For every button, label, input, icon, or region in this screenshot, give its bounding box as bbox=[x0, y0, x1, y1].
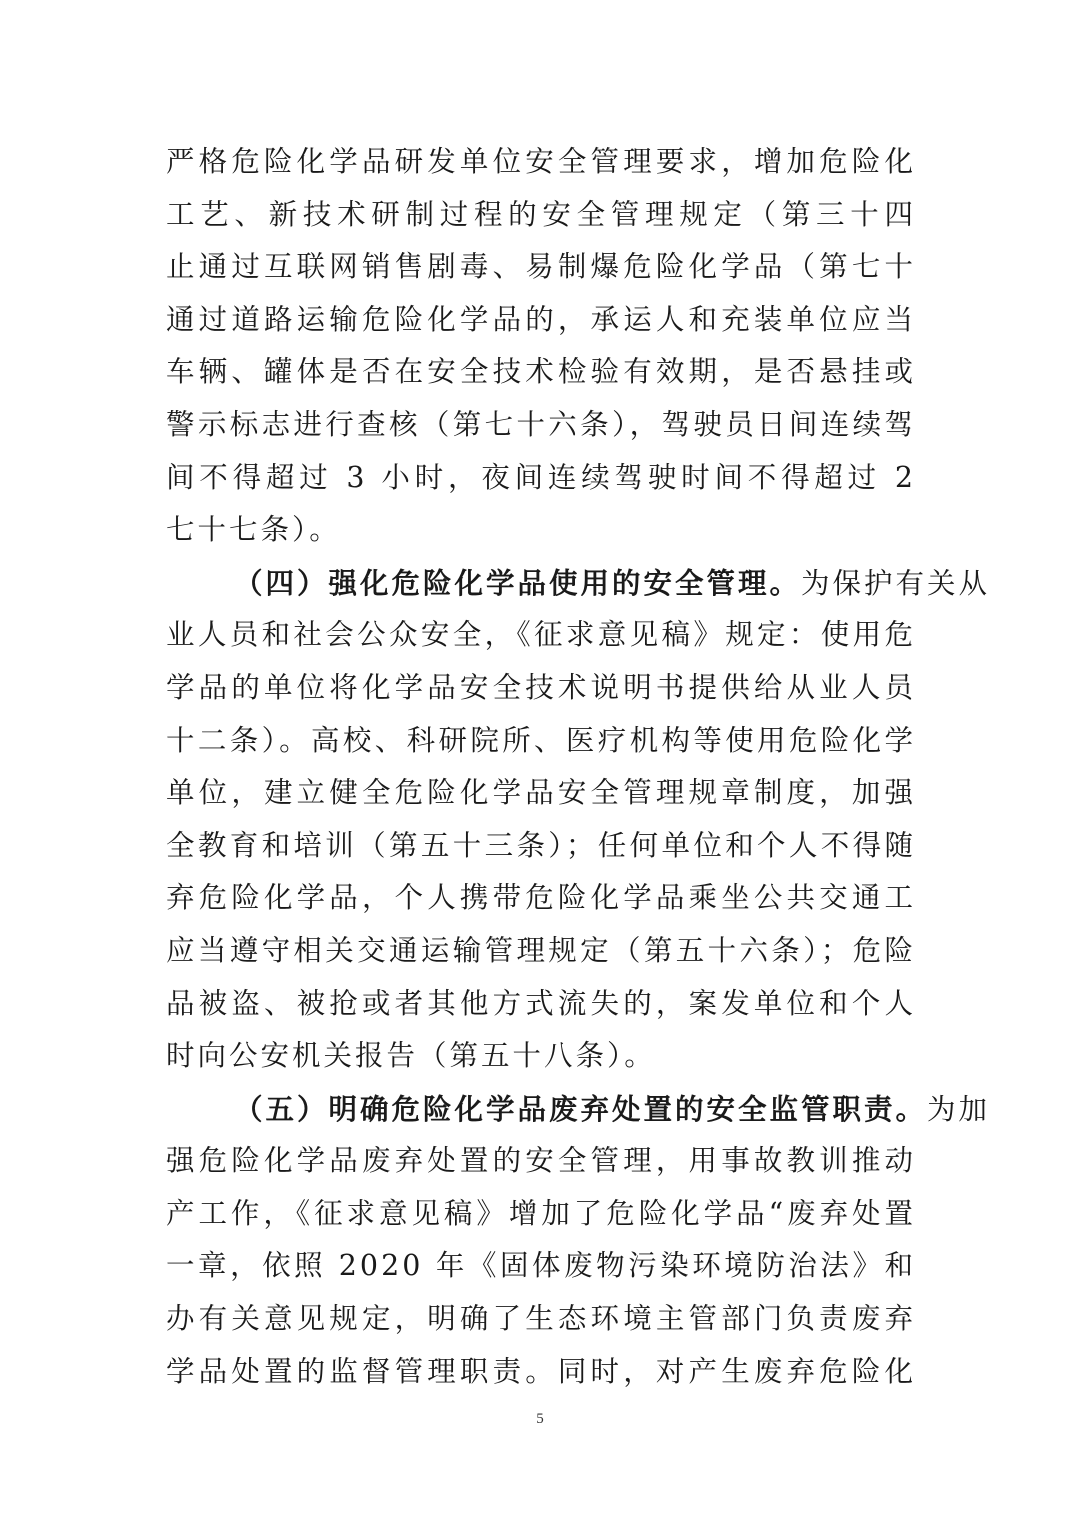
text-line: 工艺、新技术研制过程的安全管理规定（第三十四 bbox=[166, 197, 916, 231]
section-four-heading: （四）强化危险化学品使用的安全管理。 bbox=[234, 565, 802, 600]
text-line: 学品处置的监督管理职责。同时，对产生废弃危险化 bbox=[166, 1354, 916, 1388]
text-line: 品被盗、被抢或者其他方式流失的，案发单位和个人 bbox=[166, 986, 916, 1020]
body-text bbox=[166, 136, 991, 1398]
text-line: 严格危险化学品研发单位安全管理要求，增加危险化 bbox=[166, 145, 916, 178]
section-five-first-line-rest: 为加 bbox=[927, 1092, 991, 1126]
text-line: 业人员和社会公众安全，《征求意见稿》规定：使用危 bbox=[166, 618, 916, 652]
text-line: 单位，建立健全危险化学品安全管理规章制度，加强 bbox=[166, 776, 916, 810]
text-line: 应当遵守相关交通运输管理规定（第五十六条）；危险 bbox=[166, 933, 916, 967]
text-line: 车辆、罐体是否在安全技术检验有效期，是否悬挂或 bbox=[166, 355, 916, 389]
text-line: 时向公安机关报告（第五十八条）。 bbox=[166, 1039, 656, 1073]
text-line: 学品的单位将化学品安全技术说明书提供给从业人员 bbox=[166, 670, 916, 704]
text-line: 办有关意见规定，明确了生态环境主管部门负责废弃 bbox=[166, 1302, 916, 1336]
section-five-heading: （五）明确危险化学品废弃处置的安全监管职责。 bbox=[234, 1091, 928, 1126]
text-line: 七十七条）。 bbox=[166, 513, 341, 547]
text-line: 十二条）。高校、科研院所、医疗机构等使用危险化学 bbox=[166, 723, 916, 757]
text-line: 全教育和培训（第五十三条）；任何单位和个人不得随 bbox=[166, 828, 916, 862]
section-five-first-line bbox=[166, 1083, 991, 1136]
text-line: 强危险化学品废弃处置的安全管理，用事故教训推动 bbox=[166, 1144, 916, 1178]
text-line: 间不得超过 3 小时，夜间连续驾驶时间不得超过 2 bbox=[166, 460, 916, 494]
section-four-first-line bbox=[166, 557, 991, 610]
text-line: 一章，依照 2020 年《固体废物污染环境防治法》和 bbox=[166, 1249, 916, 1283]
text-line: 止通过互联网销售剧毒、易制爆危险化学品（第七十 bbox=[166, 250, 916, 284]
text-line: 产工作，《征求意见稿》增加了危险化学品“废弃处置 bbox=[166, 1196, 916, 1230]
text-line: 通过道路运输危险化学品的，承运人和充装单位应当 bbox=[166, 302, 916, 336]
text-line: 弃危险化学品，个人携带危险化学品乘坐公共交通工 bbox=[166, 881, 916, 915]
text-line: 警示标志进行查核（第七十六条），驾驶员日间连续驾 bbox=[166, 407, 916, 441]
section-four-first-line-rest: 为保护有关从 bbox=[801, 566, 991, 600]
page-number: 5 bbox=[536, 1411, 544, 1427]
